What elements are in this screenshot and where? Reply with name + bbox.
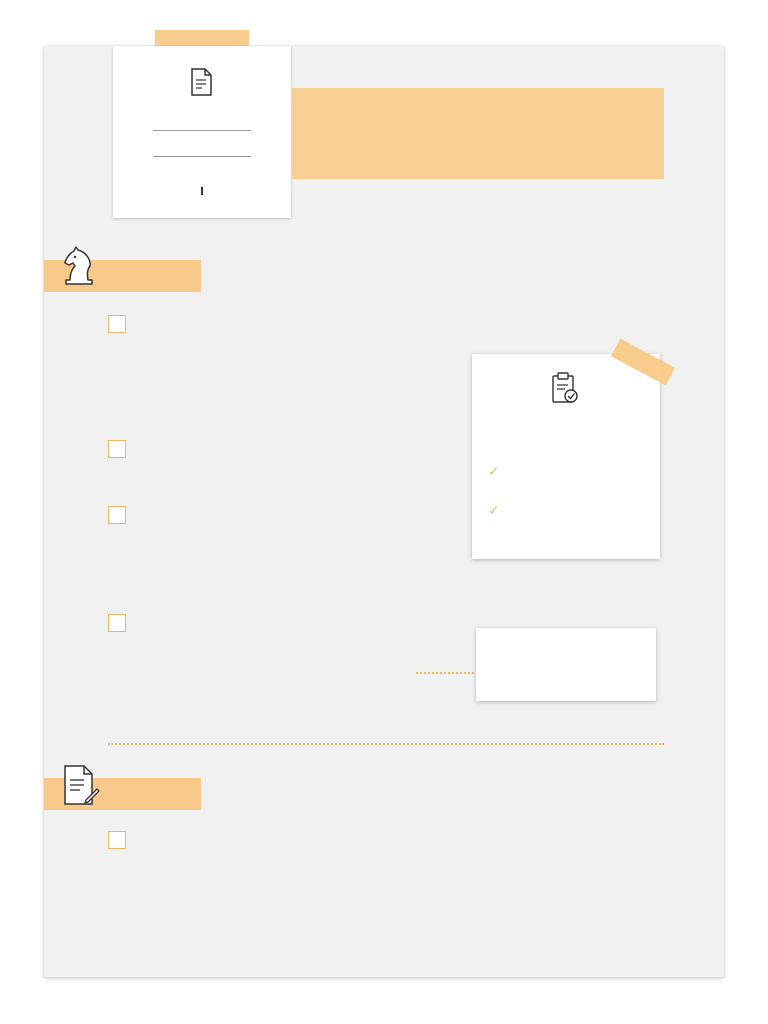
title-card bbox=[113, 46, 291, 218]
brand-logo bbox=[113, 186, 291, 195]
checkmark-icon: ✓ bbox=[488, 464, 500, 480]
item-checkbox[interactable] bbox=[108, 614, 126, 632]
checklist-item bbox=[108, 504, 438, 604]
section-divider bbox=[108, 743, 664, 745]
document-icon bbox=[189, 68, 213, 96]
checklist-item bbox=[108, 829, 438, 889]
checklist-item bbox=[108, 612, 438, 712]
best-posts-card bbox=[472, 354, 660, 559]
item-checkbox[interactable] bbox=[108, 440, 126, 458]
document-pen-icon bbox=[62, 764, 100, 806]
chess-knight-icon bbox=[60, 246, 96, 286]
title-rule-top bbox=[153, 130, 251, 131]
brand-in-mark bbox=[201, 187, 203, 195]
intro-banner bbox=[292, 88, 664, 179]
tools-connector bbox=[416, 672, 474, 674]
checkmark-icon: ✓ bbox=[488, 503, 500, 519]
item-checkbox[interactable] bbox=[108, 506, 126, 524]
title-rule-bottom bbox=[153, 156, 251, 157]
item-checkbox[interactable] bbox=[108, 831, 126, 849]
tools-card bbox=[476, 628, 656, 701]
item-checkbox[interactable] bbox=[108, 315, 126, 333]
checklist-item bbox=[108, 313, 438, 433]
checklist-item bbox=[108, 438, 438, 498]
clipboard-check-icon bbox=[550, 372, 580, 406]
